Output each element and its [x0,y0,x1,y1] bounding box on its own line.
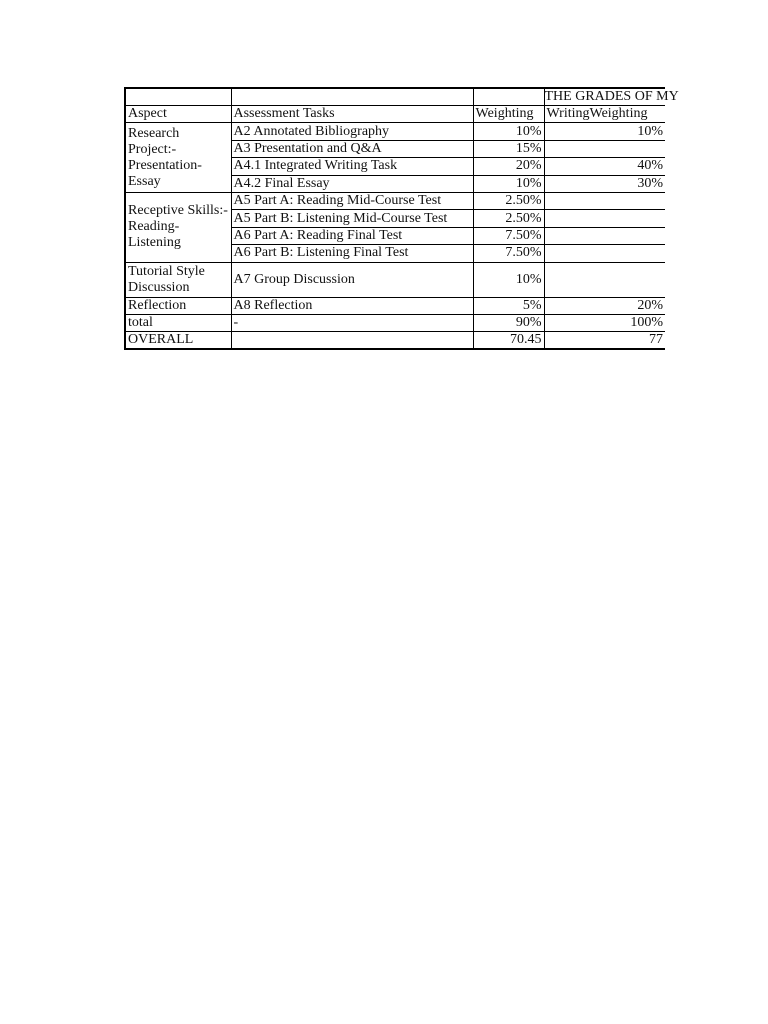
task-cell[interactable]: A2 Annotated Bibliography [231,123,473,140]
grades-table [124,87,679,350]
writing-weighting-cell[interactable]: 30% [544,175,665,192]
total-row [125,314,665,331]
header-row [125,106,665,123]
weighting-cell[interactable]: 2.50% [473,192,544,209]
writing-weighting-cell[interactable]: 40% [544,158,665,175]
table-row [125,297,665,314]
task-cell[interactable]: A8 Reflection [231,297,473,314]
weighting-cell[interactable]: 5% [473,297,544,314]
weighting-cell[interactable]: 2.50% [473,210,544,227]
title-row [125,88,665,106]
writing-weighting-cell[interactable] [544,210,665,227]
header-aspect[interactable]: Aspect [125,106,231,123]
total-weighting[interactable]: 90% [473,314,544,331]
overall-weighting[interactable]: 70.45 [473,332,544,350]
overall-label[interactable]: OVERALL [125,332,231,350]
weighting-cell[interactable]: 10% [473,175,544,192]
task-cell[interactable]: A3 Presentation and Q&A [231,140,473,157]
weighting-cell[interactable]: 7.50% [473,245,544,262]
overall-writing-weighting[interactable]: 77 [544,332,665,350]
table-title: THE GRADES OF MY [544,89,679,104]
table-row [125,262,665,297]
aspect-research-project[interactable]: Research Project:- Presentation- Essay [125,123,231,193]
header-writing-weighting[interactable]: WritingWeighting [544,106,665,123]
weighting-cell[interactable]: 10% [473,123,544,140]
task-cell[interactable]: A7 Group Discussion [231,262,473,297]
overall-row [125,332,665,350]
task-cell[interactable]: A4.2 Final Essay [231,175,473,192]
writing-weighting-cell[interactable]: 20% [544,297,665,314]
total-label[interactable]: total [125,314,231,331]
total-writing-weighting[interactable]: 100% [544,314,665,331]
overall-task-cell[interactable] [231,332,473,350]
task-cell[interactable]: A4.1 Integrated Writing Task [231,158,473,175]
weighting-cell[interactable]: 10% [473,262,544,297]
task-cell[interactable]: A6 Part B: Listening Final Test [231,245,473,262]
total-task-cell[interactable]: - [231,314,473,331]
writing-weighting-cell[interactable] [544,140,665,157]
task-cell[interactable]: A5 Part A: Reading Mid-Course Test [231,192,473,209]
aspect-reflection[interactable]: Reflection [125,297,231,314]
task-cell[interactable]: A5 Part B: Listening Mid-Course Test [231,210,473,227]
table-row [125,123,665,140]
header-assessment-tasks[interactable]: Assessment Tasks [231,106,473,123]
weighting-cell[interactable]: 15% [473,140,544,157]
writing-weighting-cell[interactable] [544,192,665,209]
grades-sheet [124,87,679,351]
writing-weighting-cell[interactable] [544,245,665,262]
writing-weighting-cell[interactable] [544,227,665,244]
table-row [125,192,665,209]
task-cell[interactable]: A6 Part A: Reading Final Test [231,227,473,244]
weighting-cell[interactable]: 7.50% [473,227,544,244]
aspect-receptive-skills[interactable]: Receptive Skills:- Reading- Listening [125,192,231,262]
writing-weighting-cell[interactable]: 10% [544,123,665,140]
weighting-cell[interactable]: 20% [473,158,544,175]
header-weighting[interactable]: Weighting [473,106,544,123]
aspect-tutorial-discussion[interactable]: Tutorial Style Discussion [125,262,231,297]
writing-weighting-cell[interactable] [544,262,665,297]
